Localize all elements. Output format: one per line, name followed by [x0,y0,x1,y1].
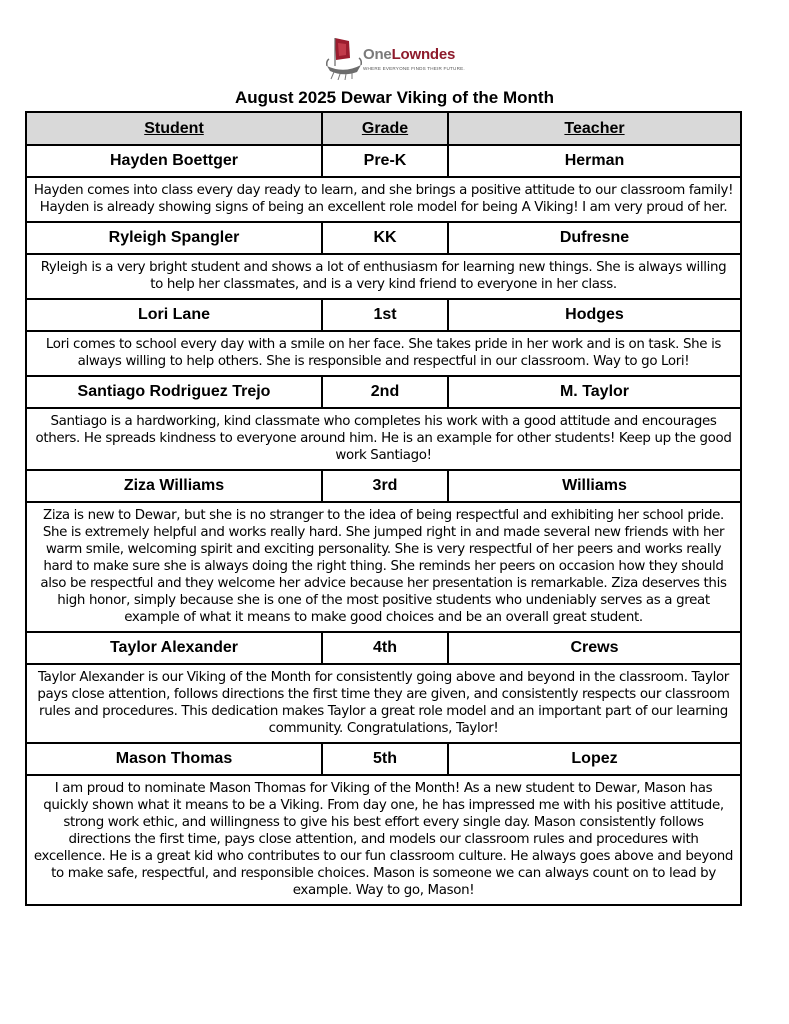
student-row [26,743,741,775]
student-grade: 2nd [322,376,448,408]
student-description: Taylor Alexander is our Viking of the Month for consistently going above and beyond in the classroom. Taylor pays close attention, follows directions the first time they are given, and consistently respects our classroom rules and procedures. This dedication makes Taylor a great role model and an important part of our learning community. Congratulations, Taylor! [26,664,741,743]
student-description: Hayden comes into class every day ready to learn, and she brings a positive attitude to our classroom family! Hayden is already showing signs of being an excellent role model for being A Viking! I am very proud of her. [26,177,741,222]
student-row [26,145,741,177]
header-grade: Grade [322,112,448,145]
student-teacher: Hodges [448,299,741,331]
student-grade: 1st [322,299,448,331]
page-title: August 2025 Dewar Viking of the Month [235,88,554,107]
student-description-row [26,775,741,905]
student-teacher: Dufresne [448,222,741,254]
logo-tagline: WHERE EVERYONE FINDS THEIR FUTURE. [363,66,465,71]
student-description: Lori comes to school every day with a smile on her face. She takes pride in her work and is on task. She is always willing to help others. She is responsible and respectful in our classroom. Way to go Lori! [26,331,741,376]
header-student: Student [26,112,322,145]
student-name: Santiago Rodriguez Trejo [26,376,322,408]
student-description: I am proud to nominate Mason Thomas for Viking of the Month! As a new student to Dewar, Mason has quickly shown what it means to be a Viking. From day one, he has impressed me with his positive attitude, strong work ethic, and willingness to give his best effort every single day. Mason consistently follows directions the first time, pays close attention, and models our classroom rules and procedures with excellence. He is a great kid who contributes to our fun classroom culture. He always goes above and beyond to make safe, respectful, and responsible choices. Mason is someone we can always count on to lead by example. Way to go, Mason! [26,775,741,905]
student-teacher: Lopez [448,743,741,775]
student-name: Ryleigh Spangler [26,222,322,254]
student-grade: KK [322,222,448,254]
student-grade: 3rd [322,470,448,502]
student-description-row [26,502,741,632]
student-teacher: Williams [448,470,741,502]
student-grade: 4th [322,632,448,664]
student-teacher: Crews [448,632,741,664]
onelowndes-logo [326,36,466,80]
student-grade: Pre-K [322,145,448,177]
student-teacher: M. Taylor [448,376,741,408]
student-description-row [26,408,741,470]
student-description: Ryleigh is a very bright student and shows a lot of enthusiasm for learning new things. She is always willing to help her classmates, and is a very kind friend to everyone in her class. [26,254,741,299]
table-header-row [26,112,741,145]
viking-of-month-table [25,111,742,906]
student-description: Santiago is a hardworking, kind classmate who completes his work with a good attitude and encourages others. He spreads kindness to everyone around him. He is an example for other students! Keep up the good work Santiago! [26,408,741,470]
student-name: Lori Lane [26,299,322,331]
student-description-row [26,254,741,299]
student-description: Ziza is new to Dewar, but she is no stranger to the idea of being respectful and exhibiting her school pride. She is extremely helpful and works really hard. She jumped right in and made several new friends with her warm smile, welcoming spirit and exciting personality. She is very respectful of her peers and works really hard to make sure she is always doing the right thing. She reminds her peers on occasion how they should also be respectful and they welcome her advice because her presentation is remarkable. Ziza deserves this high honor, simply because she is one of the most positive students who undeniably serves as a great example of what it means to make good choices and be an overall great student. [26,502,741,632]
student-row [26,376,741,408]
viking-ship-icon [326,36,362,80]
student-row [26,299,741,331]
student-row [26,470,741,502]
student-row [26,632,741,664]
student-name: Taylor Alexander [26,632,322,664]
student-description-row [26,331,741,376]
student-description-row [26,664,741,743]
header-teacher: Teacher [448,112,741,145]
student-teacher: Herman [448,145,741,177]
student-grade: 5th [322,743,448,775]
student-name: Hayden Boettger [26,145,322,177]
logo-wordmark: OneLowndes [363,46,456,63]
student-name: Mason Thomas [26,743,322,775]
student-name: Ziza Williams [26,470,322,502]
student-row [26,222,741,254]
student-description-row [26,177,741,222]
